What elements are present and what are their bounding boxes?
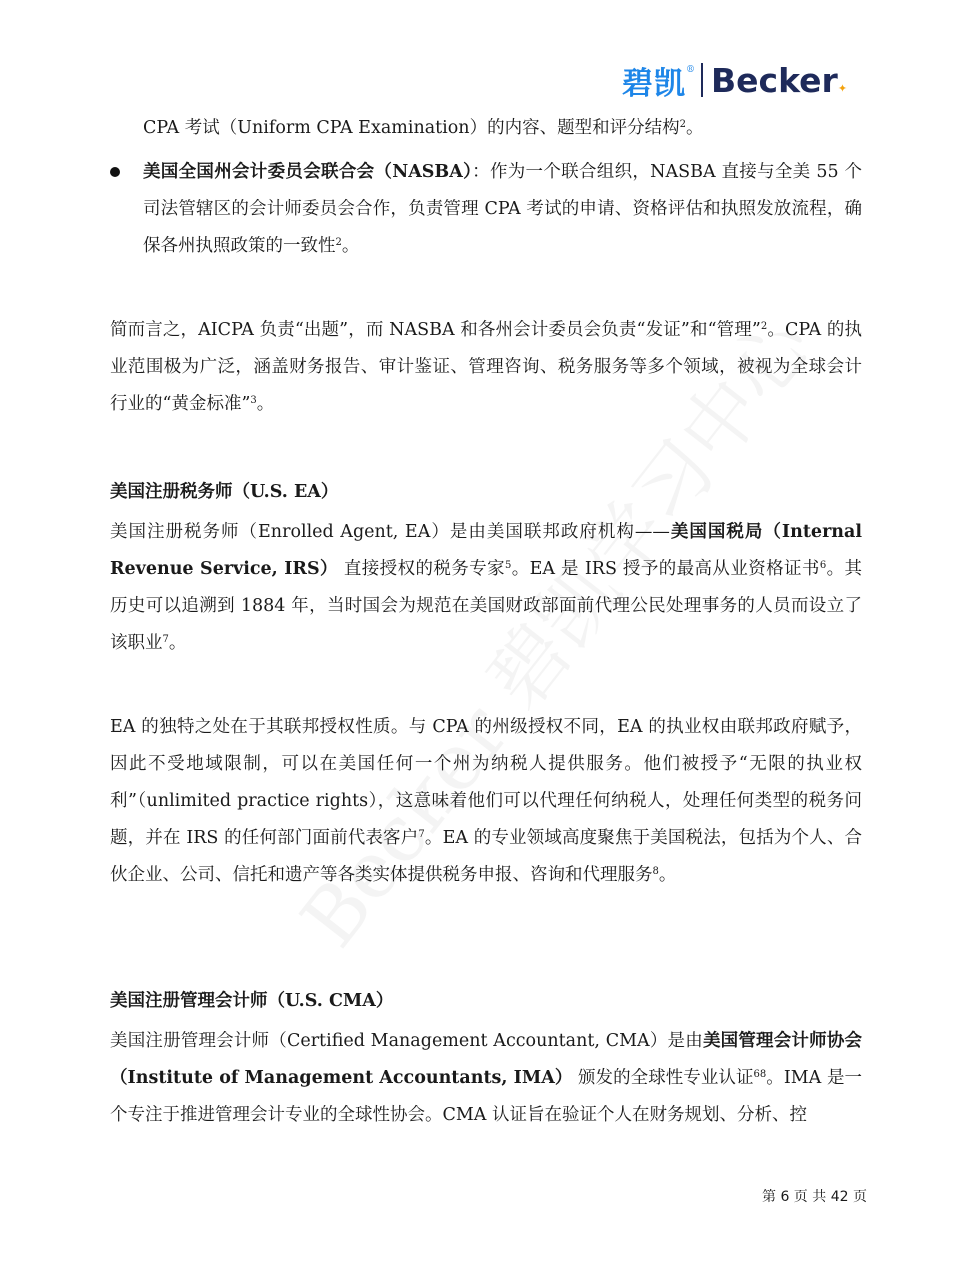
becker-logo [622,58,847,102]
paragraph-ea-detail: EA 的独特之处在于其联邦授权性质。与 CPA 的州级授权不同，EA 的执业权由联邦政府赋予，因此不受地域限制，可以在美国任何一个州为纳税人提供服务。他们被授予“无限的执业权利”（unlimited practice rights），这意味着他们可以代理任何纳税人，处理任何类型的税务问题，并在 IRS 的任何部门面前代表客户$^7$。EA 的专业领域高度聚焦于美国税法，包括为个人、合伙企业、公司、信托和遗产等各类实体提供税务申报、咨询和代理服务$^8$。 [110,717,862,885]
paragraph-ea-intro: 美国注册税务师（Enrolled Agent, EA）是由美国联邦政府机构——美国国税局（Internal Revenue Service, IRS） 直接授权的税务专家$^5$。EA 是 IRS 授予的最高从业资格证书$^6$。其历史可以追溯到 1884 年，当时国会为规范在美国财政部面前代理公民处理事务的人员而设立了该职业$^7$。 [110,522,863,653]
page-number: 第 6 页 共 42 页 [762,1189,867,1205]
paragraph-cma-intro: 美国注册管理会计师（Certified Management Accountant, CMA）是由美国管理会计师协会（Institute of Management Accountants, IMA） 颁发的全球性专业认证$^{68}$。IMA 是一个专注于推进管理会计专业的全球性协会。CMA 认证旨在验证个人在财务规划、分析、控 [110,1031,863,1125]
logo-divider [701,63,703,97]
registered-mark-icon: ® [686,65,695,75]
paragraph-cpa-exam: CPA 考试（Uniform CPA Examination）的内容、题型和评分结构$^2$。 [143,118,704,138]
irs-term: 美国国税局（Internal Revenue Service, IRS） [110,522,862,579]
logo-cn-text: 碧凯 [622,65,686,102]
logo-en-text: Becker [711,60,838,100]
sparkle-icon: ✦ [837,81,848,95]
heading-cma: 美国注册管理会计师（U.S. CMA） [110,991,394,1011]
bullet-dot [110,167,120,177]
paragraph-summary: 简而言之，AICPA 负责“出题”，而 NASBA 和各州会计委员会负责“发证”和“管理”$^2$。CPA 的执业范围极为广泛，涵盖财务报告、审计鉴证、管理咨询、税务服务等多个领域，被视为全球会计行业的“黄金标准”$^3$。 [110,320,862,414]
nasba-term: 美国全国州会计委员会联合会（NASBA） [143,162,473,182]
bullet-nasba: 美国全国州会计委员会联合会（NASBA）：作为一个联合组织，NASBA 直接与全美 55 个司法管辖区的会计师委员会合作，负责管理 CPA 考试的申请、资格评估和执照发放流程，确保各州执照政策的一致性$^2$。 [143,162,862,256]
heading-ea: 美国注册税务师（U.S. EA） [110,482,339,502]
ima-term: 美国管理会计师协会（Institute of Management Accountants, IMA） [110,1031,863,1088]
